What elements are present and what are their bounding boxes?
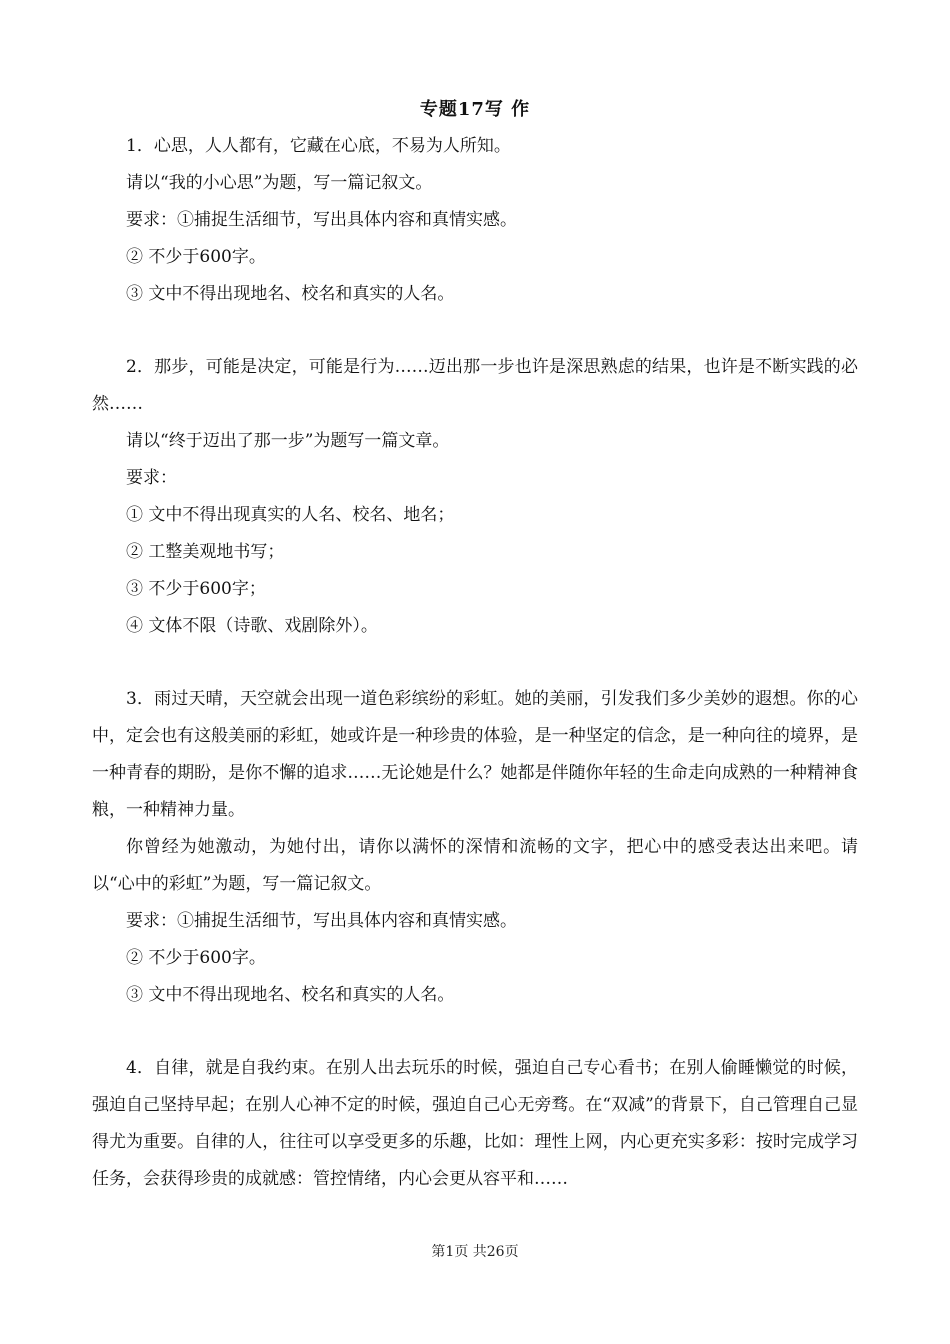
- page-footer: 第1页 共26页: [431, 1244, 519, 1260]
- question-2-paragraph: ③ 不少于600字；: [126, 579, 266, 599]
- question-1: [92, 128, 858, 313]
- page-title: 专题17写 作: [419, 99, 531, 120]
- section-gap: [92, 645, 858, 681]
- question-3-paragraph: 3．雨过天晴，天空就会出现一道色彩缤纷的彩虹。她的美丽，引发我们多少美妙的遐想。你的心中，定会也有这般美丽的彩虹，她或许是一种珍贵的体验，是一种坚定的信念，是一种向往的境界，是一种青春的期盼，是你不懈的追求……无论她是什么？她都是伴随你年轻的生命走向成熟的一种精神食粮，一种精神力量。: [92, 689, 858, 820]
- question-3-paragraph: 你曾经为她激动，为她付出，请你以满怀的深情和流畅的文字，把心中的感受表达出来吧。请以“心中的彩虹”为题，写一篇记叙文。: [92, 837, 858, 894]
- question-1-paragraph: 请以“我的小心思”为题，写一篇记叙文。: [126, 173, 433, 193]
- section-gap: [92, 313, 858, 349]
- question-3-paragraph: ② 不少于600字。: [126, 948, 266, 968]
- question-2-paragraph: ② 工整美观地书写；: [126, 542, 285, 562]
- question-2-paragraph: ④ 文体不限（诗歌、戏剧除外）。: [126, 616, 378, 636]
- question-4: [92, 1050, 858, 1198]
- document-page: [92, 92, 858, 1198]
- question-1-paragraph: ② 不少于600字。: [126, 247, 266, 267]
- question-2-paragraph: ① 文中不得出现真实的人名、校名、地名；: [126, 505, 455, 525]
- question-1-paragraph: 要求：①捕捉生活细节，写出具体内容和真情实感。: [126, 210, 517, 230]
- question-3-paragraph: ③ 文中不得出现地名、校名和真实的人名。: [126, 985, 455, 1005]
- question-3-paragraph: 要求：①捕捉生活细节，写出具体内容和真情实感。: [126, 911, 517, 931]
- section-gap: [92, 1014, 858, 1050]
- question-2-paragraph: 2．那步，可能是决定，可能是行为……迈出那一步也许是深思熟虑的结果，也许是不断实践的必然……: [92, 357, 858, 414]
- question-2-paragraph: 要求：: [126, 468, 177, 488]
- question-2-paragraph: 请以“终于迈出了那一步”为题写一篇文章。: [126, 431, 450, 451]
- question-4-paragraph: 4．自律，就是自我约束。在别人出去玩乐的时候，强迫自己专心看书；在别人偷睡懒觉的时候，强迫自己坚持早起；在别人心神不定的时候，强迫自己心无旁骛。在“双减”的背景下，自己管理自己显得尤为重要。自律的人，往往可以享受更多的乐趣，比如：理性上网，内心更充实多彩：按时完成学习任务，会获得珍贵的成就感：管控情绪，内心会更从容平和……: [92, 1058, 858, 1189]
- question-1-paragraph: ③ 文中不得出现地名、校名和真实的人名。: [126, 284, 455, 304]
- question-2: [92, 349, 858, 645]
- question-1-paragraph: 1．心思，人人都有，它藏在心底，不易为人所知。: [126, 136, 511, 156]
- question-3: [92, 681, 858, 1014]
